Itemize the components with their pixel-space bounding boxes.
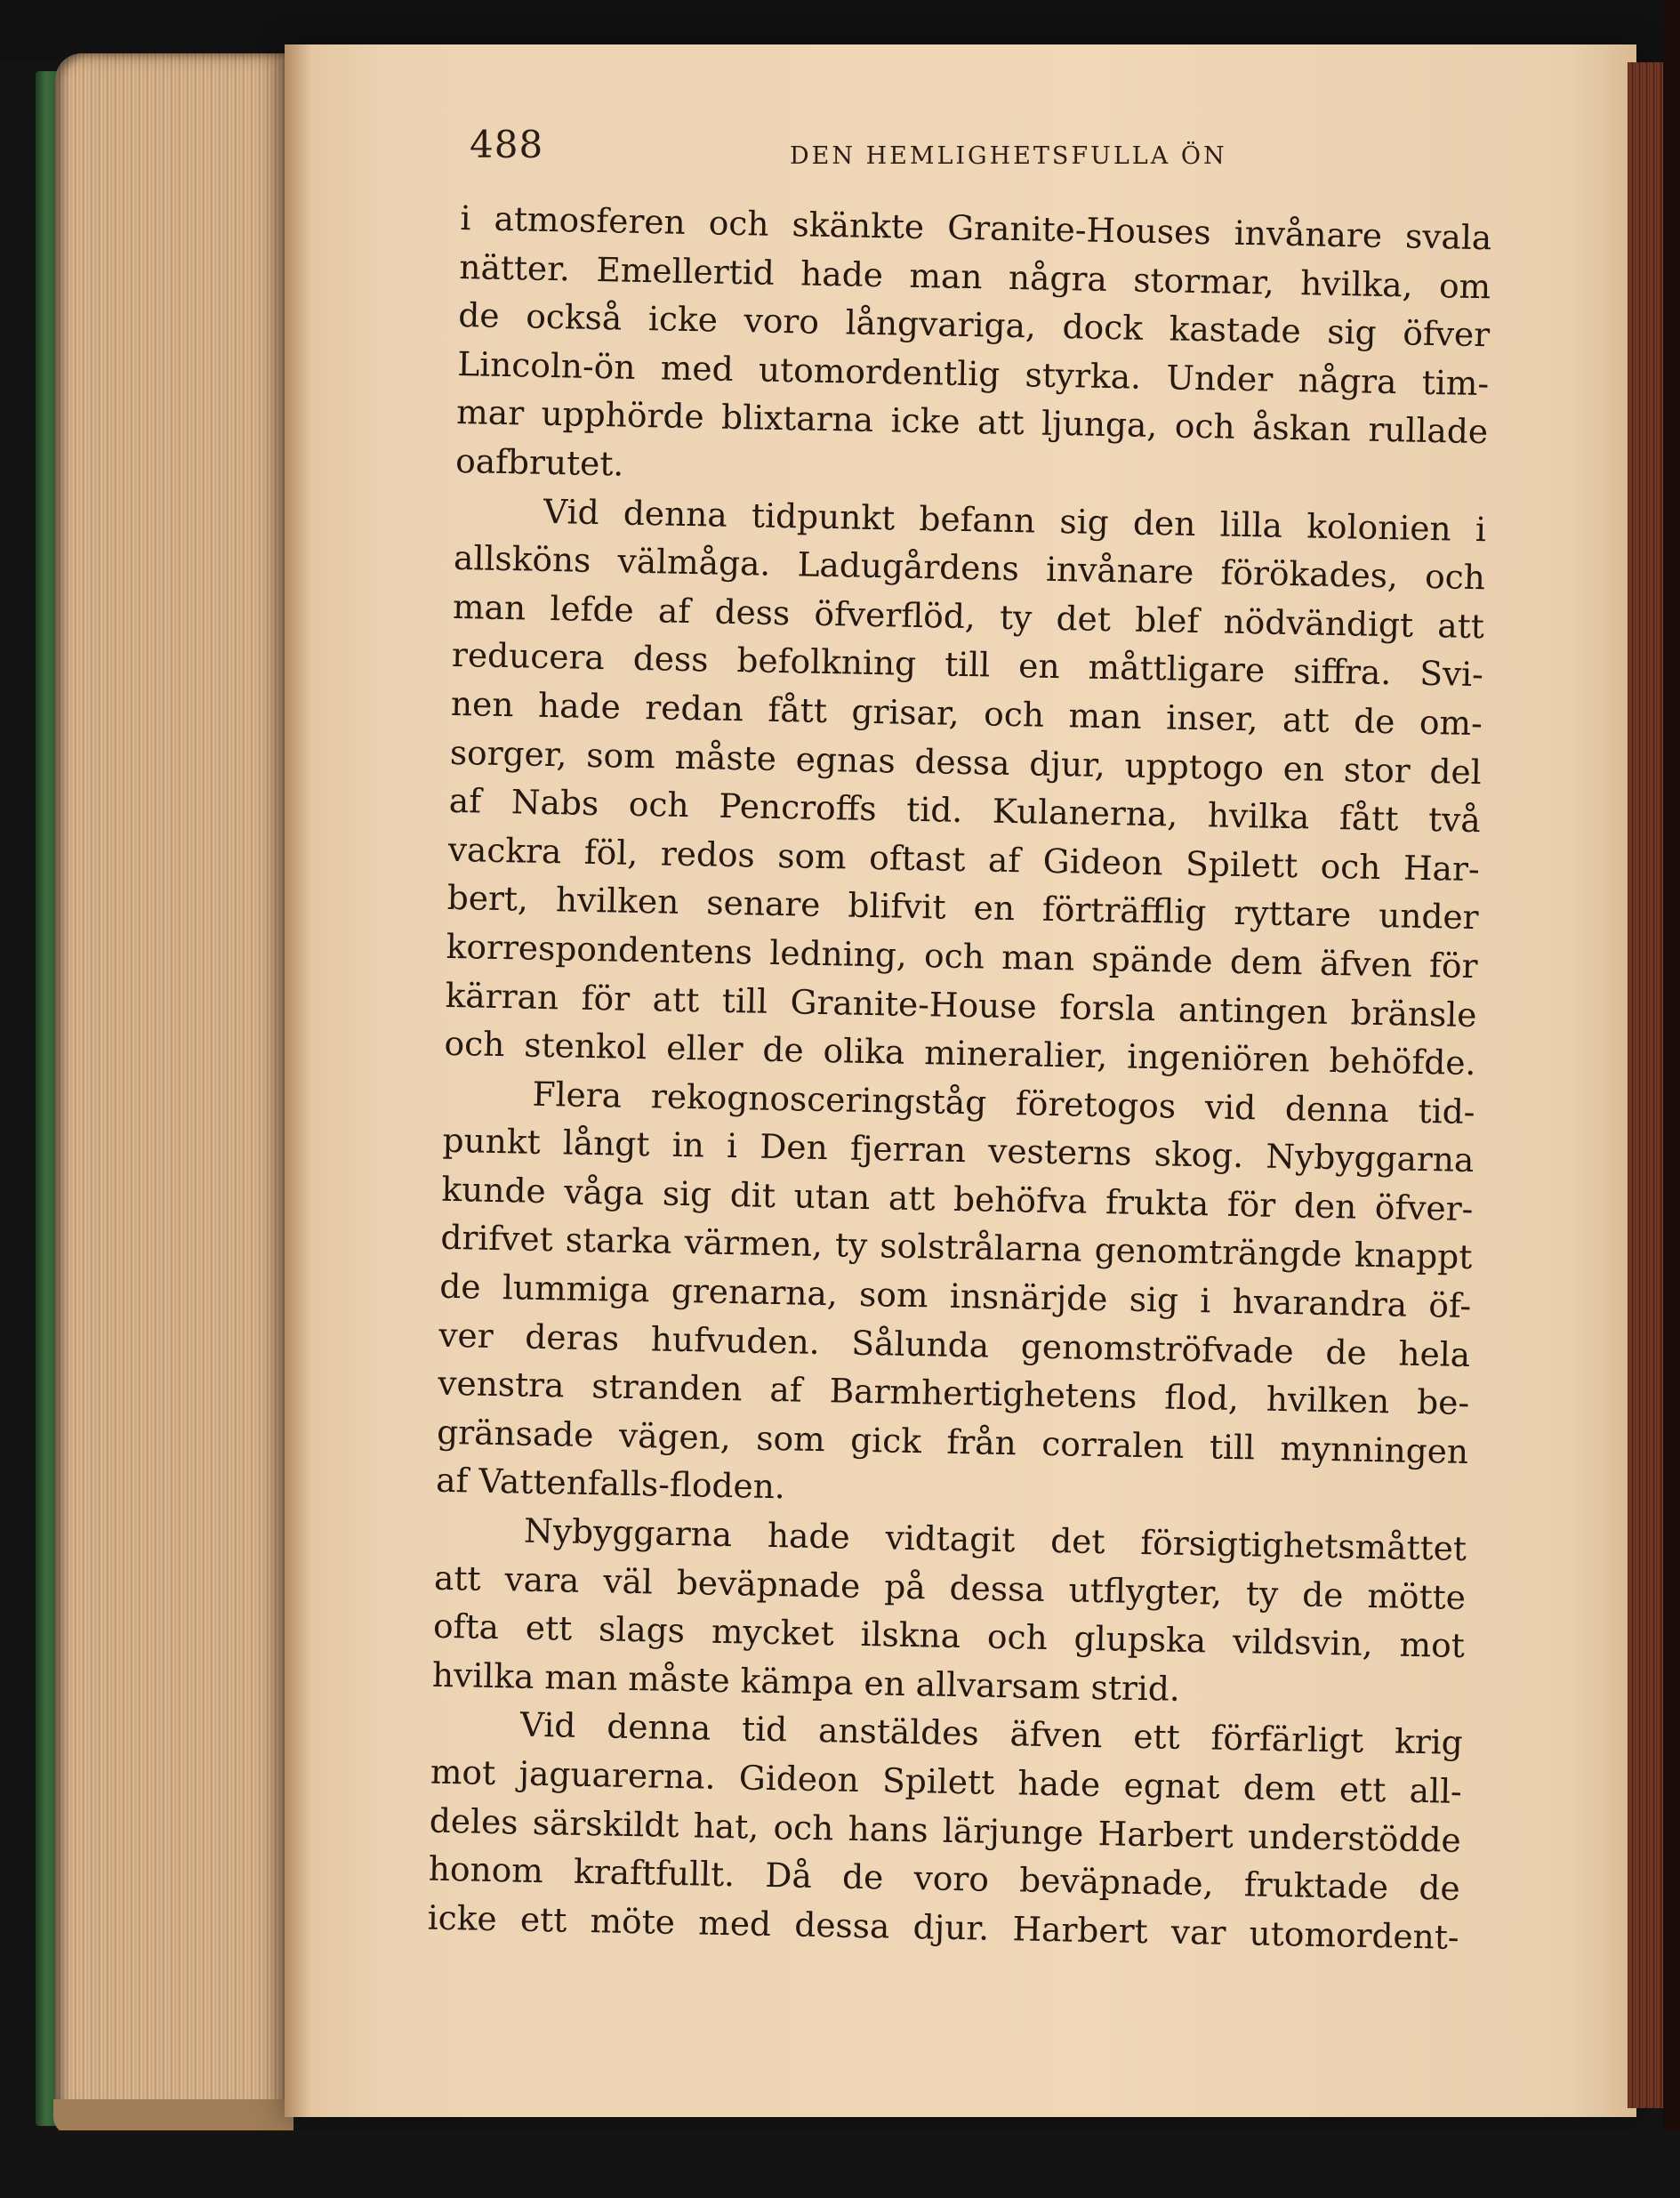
- text-line: reducera dess befolkning till en måttligare siffra. Svi-: [451, 635, 1484, 695]
- text-line: Vid denna tidpunkt befann sig den lilla kolonien i: [543, 491, 1487, 549]
- text-line: att vara väl beväpnade på dessa utflygter, ty de mötte: [433, 1558, 1467, 1617]
- text-line: oafbrutet.: [454, 440, 624, 484]
- text-line: mot jaguarerna. Gideon Spilett hade egnat dem ett all-: [430, 1751, 1463, 1811]
- text-line: honom kraftfullt. Då de voro beväpnade, fruktade de: [428, 1848, 1461, 1909]
- text-line: bert, hvilken senare blifvit en förträfflig ryttare under: [446, 878, 1480, 938]
- text-line: korrespondentens ledning, och man spände dem äfven för: [446, 926, 1478, 986]
- text-line: ver deras hufvuden. Sålunda genomströfvade de hela: [438, 1315, 1471, 1374]
- text-line: af Nabs och Pencroffs tid. Kulanerna, hvilka fått två: [448, 781, 1482, 841]
- text-line: gränsade vägen, som gick från corralen till mynningen: [436, 1412, 1469, 1471]
- page-number: 488: [470, 123, 544, 166]
- text-line: man lefde af dess öfverflöd, ty det blef nödvändigt att: [452, 586, 1485, 646]
- text-line: de också icke voro långvariga, dock kastade sig öfver: [457, 295, 1491, 355]
- text-line: punkt långt in i Den fjerran vesterns skog. Nybyggarna: [442, 1121, 1475, 1180]
- text-line: vackra föl, redos som oftast af Gideon Spilett och Har-: [447, 829, 1481, 889]
- text-line: deles särskildt hat, och hans lärjunge Harbert understödde: [429, 1800, 1462, 1860]
- text-line: och stenkol eller de olika mineralier, ingeniören behöfde.: [444, 1023, 1476, 1083]
- text-line: kärran för att till Granite-House forsla antingen bränsle: [445, 975, 1477, 1035]
- paragraph: [444, 486, 1486, 1088]
- text-line: allsköns välmåga. Ladugårdens invånare förökades, och: [453, 538, 1486, 598]
- text-line: kunde våga sig dit utan att behöfva frukta för den öfver-: [441, 1169, 1474, 1228]
- bottom-background: [0, 2130, 1680, 2198]
- text-line: af Vattenfalls-floden.: [435, 1461, 786, 1507]
- text-line: sorger, som måste egnas dessa djur, upptogo en stor del: [449, 732, 1483, 792]
- text-line: ofta ett slags mycket ilskna och glupska vildsvin, mot: [432, 1606, 1466, 1666]
- text-line: icke ett möte med dessa djur. Harbert var utomordent-: [427, 1897, 1460, 1957]
- page-edges-bottom: [53, 2099, 293, 2135]
- paragraph: [432, 1505, 1467, 1719]
- text-line: mar upphörde blixtarna icke att ljunga, och åskan rullade: [455, 392, 1489, 452]
- text-line: Nybyggarna hade vidtagit det försigtighetsmåttet: [523, 1510, 1467, 1569]
- text-line: venstra stranden af Barmhertighetens flod, hvilken be-: [437, 1364, 1470, 1423]
- text-line: hvilka man måste kämpa en allvarsam strid.: [431, 1655, 1181, 1709]
- body-text: [427, 194, 1492, 1961]
- text-line: Vid denna tid anstäldes äfven ett förfärligt krig: [519, 1705, 1464, 1763]
- paragraph: [455, 194, 1492, 505]
- text-line: drifvet starka värmen, ty solstrålarna genomträngde knappt: [440, 1218, 1473, 1277]
- text-line: de lummiga grenarna, som insnärjde sig i hvarandra öf-: [439, 1266, 1472, 1326]
- text-line: i atmosferen och skänkte Granite-Houses invånare svala: [460, 197, 1492, 258]
- text-line: nen hade redan fått grisar, och man inser, att de om-: [450, 683, 1483, 744]
- running-header: [470, 123, 1519, 176]
- text-line: Flera rekognosceringståg företogos vid denna tid-: [532, 1074, 1475, 1131]
- text-line: Lincoln-ön med utomordentlig styrka. Under några tim-: [456, 343, 1490, 404]
- paragraph: [427, 1699, 1463, 1961]
- stacked-page-edges: [55, 53, 295, 2117]
- paragraph: [436, 1068, 1475, 1526]
- text-line: nätter. Emellertid hade man några stormar, hvilka, om: [459, 246, 1491, 306]
- right-shadow: [1663, 0, 1680, 2198]
- running-head-title: DEN HEMLIGHETSFULLA ÖN: [790, 142, 1227, 170]
